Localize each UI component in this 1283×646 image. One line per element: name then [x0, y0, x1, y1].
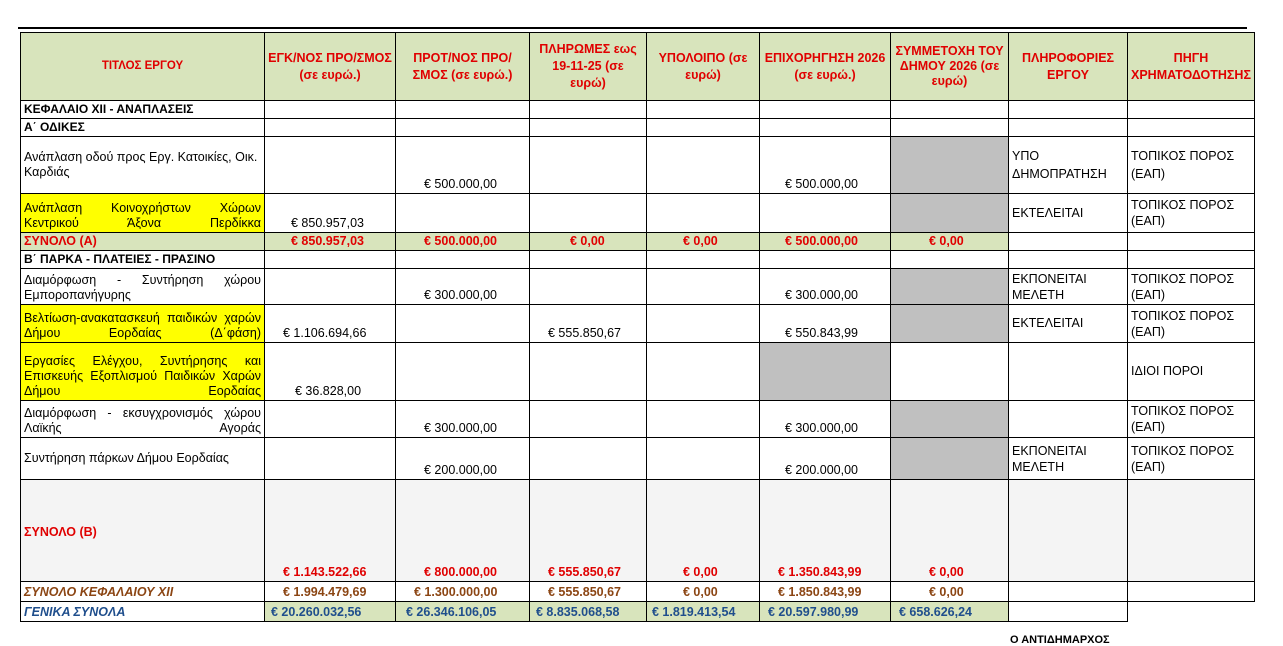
cell-pay	[530, 438, 647, 480]
grand-total-ypol: € 1.819.413,54	[647, 602, 760, 622]
table-row	[21, 305, 1255, 343]
project-title: Ανάπλαση Κοινοχρήστων Χώρων Κεντρικού Άξονα Περδίκκα	[21, 194, 265, 233]
cell-pay	[530, 401, 647, 438]
cell-ypol	[647, 305, 760, 343]
cell-sym	[891, 438, 1009, 480]
total-a-row	[21, 233, 1255, 251]
header-title: ΤΙΤΛΟΣ ΕΡΓΟΥ	[21, 33, 265, 101]
total-b-row	[21, 480, 1255, 582]
project-title: Διαμόρφωση - εκσυγχρονισμός χώρου Λαϊκής Αγοράς	[21, 401, 265, 438]
cell-pay	[530, 343, 647, 401]
cell-source: ΤΟΠΙΚΟΣ ΠΟΡΟΣ (ΕΑΠ)	[1128, 137, 1255, 194]
total-b-egk: € 1.143.522,66	[265, 480, 396, 582]
total-b-prot: € 800.000,00	[396, 480, 530, 582]
chapter-total-label: ΣΥΝΟΛΟ ΚΕΦΑΛΑΙΟΥ ΧΙΙ	[21, 582, 265, 602]
cell-ypol	[647, 401, 760, 438]
header-payments: ΠΛΗΡΩΜΕΣ εως 19-11-25 (σε ευρώ)	[530, 33, 647, 101]
header-prot: ΠΡΟΤ/ΝΟΣ ΠΡΟ/ΣΜΟΣ (σε ευρώ.)	[396, 33, 530, 101]
total-b-sym: € 0,00	[891, 480, 1009, 582]
cell-ypol	[647, 194, 760, 233]
header-egk: ΕΓΚ/ΝΟΣ ΠΡΟ/ΣΜΟΣ (σε ευρώ.)	[265, 33, 396, 101]
cell-ypol	[647, 269, 760, 305]
header-remaining: ΥΠΟΛΟΙΠΟ (σε ευρώ)	[647, 33, 760, 101]
cell-sym	[891, 137, 1009, 194]
section-a-title: Α΄ ΟΔΙΚΕΣ	[21, 119, 265, 137]
cell-egk: € 1.106.694,66	[265, 305, 396, 343]
total-b-pay: € 555.850,67	[530, 480, 647, 582]
cell-source: ΤΟΠΙΚΟΣ ΠΟΡΟΣ (ΕΑΠ)	[1128, 401, 1255, 438]
total-a-egk: € 850.957,03	[265, 233, 396, 251]
cell-egk: € 36.828,00	[265, 343, 396, 401]
cell-info: ΕΚΠΟΝΕΙΤΑΙ ΜΕΛΕΤΗ	[1009, 438, 1128, 480]
project-title: Βελτίωση-ανακατασκευή παιδικών χαρών Δήμου Εορδαίας (Δ΄φάση)	[21, 305, 265, 343]
total-b-ypol: € 0,00	[647, 480, 760, 582]
cell-source: ΙΔΙΟΙ ΠΟΡΟΙ	[1128, 343, 1255, 401]
cell-source: ΤΟΠΙΚΟΣ ΠΟΡΟΣ (ΕΑΠ)	[1128, 438, 1255, 480]
cell-egk	[265, 137, 396, 194]
cell-epix	[760, 194, 891, 233]
chapter-total-pay: € 555.850,67	[530, 582, 647, 602]
cell-prot: € 200.000,00	[396, 438, 530, 480]
header-info: ΠΛΗΡΟΦΟΡΙΕΣ ΕΡΓΟΥ	[1009, 33, 1128, 101]
project-title: Ανάπλαση οδού προς Εργ. Κατοικίες, Οικ. Καρδιάς	[21, 137, 265, 194]
cell-pay	[530, 269, 647, 305]
chapter-row	[21, 101, 1255, 119]
chapter-total-prot: € 1.300.000,00	[396, 582, 530, 602]
header-municipality: ΣΥΜΜΕΤΟΧΗ ΤΟΥ ΔΗΜΟΥ 2026 (σε ευρώ)	[891, 33, 1009, 101]
cell-egk	[265, 401, 396, 438]
cell-sym	[891, 343, 1009, 401]
chapter-total-sym: € 0,00	[891, 582, 1009, 602]
chapter-total-row	[21, 582, 1255, 602]
section-b-row	[21, 251, 1255, 269]
cell-egk: € 850.957,03	[265, 194, 396, 233]
total-a-prot: € 500.000,00	[396, 233, 530, 251]
cell-epix	[760, 343, 891, 401]
total-b-label: ΣΥΝΟΛΟ (Β)	[21, 480, 265, 582]
cell-ypol	[647, 137, 760, 194]
cell-prot	[396, 343, 530, 401]
grand-total-pay: € 8.835.068,58	[530, 602, 647, 622]
cell-epix: € 500.000,00	[760, 137, 891, 194]
section-b-title: Β΄ ΠΑΡΚΑ - ΠΛΑΤΕΙΕΣ - ΠΡΑΣΙΝΟ	[21, 251, 265, 269]
cell-prot	[396, 194, 530, 233]
cell-epix: € 300.000,00	[760, 401, 891, 438]
cell-prot: € 300.000,00	[396, 269, 530, 305]
table-row	[21, 194, 1255, 233]
chapter-total-epix: € 1.850.843,99	[760, 582, 891, 602]
total-a-sym: € 0,00	[891, 233, 1009, 251]
project-title: Συντήρηση πάρκων Δήμου Εορδαίας	[21, 438, 265, 480]
cell-pay	[530, 194, 647, 233]
cell-info: ΥΠΟ ΔΗΜΟΠΡΑΤΗΣΗ	[1009, 137, 1128, 194]
signature-caption: Ο ΑΝΤΙΔΗΜΑΡΧΟΣ	[1010, 634, 1110, 646]
total-a-pay: € 0,00	[530, 233, 647, 251]
chapter-title: ΚΕΦΑΛΑΙΟ ΧΙΙ - ΑΝΑΠΛΑΣΕΙΣ	[21, 101, 265, 119]
chapter-total-ypol: € 0,00	[647, 582, 760, 602]
grand-total-sym: € 658.626,24	[891, 602, 1009, 622]
cell-info: ΕΚΤΕΛΕΙΤΑΙ	[1009, 194, 1128, 233]
table-row	[21, 343, 1255, 401]
cell-prot	[396, 305, 530, 343]
grand-total-egk: € 20.260.032,56	[265, 602, 396, 622]
grand-total-label: ΓΕΝΙΚΑ ΣΥΝΟΛΑ	[21, 602, 265, 622]
cell-info: ΕΚΠΟΝΕΙΤΑΙ ΜΕΛΕΤΗ	[1009, 269, 1128, 305]
header-row	[21, 33, 1255, 101]
project-title: Διαμόρφωση - Συντήρηση χώρου Εμποροπανήγυρης	[21, 269, 265, 305]
cell-sym	[891, 269, 1009, 305]
header-grant: ΕΠΙΧΟΡΗΓΗΣΗ 2026 (σε ευρώ.)	[760, 33, 891, 101]
cell-source: ΤΟΠΙΚΟΣ ΠΟΡΟΣ (ΕΑΠ)	[1128, 305, 1255, 343]
section-a-row	[21, 119, 1255, 137]
total-b-epix: € 1.350.843,99	[760, 480, 891, 582]
cell-sym	[891, 401, 1009, 438]
cell-ypol	[647, 343, 760, 401]
cell-sym	[891, 194, 1009, 233]
cell-ypol	[647, 438, 760, 480]
grand-total-prot: € 26.346.106,05	[396, 602, 530, 622]
cell-prot: € 300.000,00	[396, 401, 530, 438]
cell-pay: € 555.850,67	[530, 305, 647, 343]
cell-egk	[265, 269, 396, 305]
cell-epix: € 550.843,99	[760, 305, 891, 343]
table-row	[21, 401, 1255, 438]
project-title: Εργασίες Ελέγχου, Συντήρησης και Επισκευής Εξοπλισμού Παιδικών Χαρών Δήμου Εορδαίας	[21, 343, 265, 401]
grand-total-row	[21, 602, 1255, 622]
header-source: ΠΗΓΗ ΧΡΗΜΑΤΟΔΟΤΗΣΗΣ	[1128, 33, 1255, 101]
total-a-epix: € 500.000,00	[760, 233, 891, 251]
table-row	[21, 137, 1255, 194]
cell-egk	[265, 438, 396, 480]
cell-sym	[891, 305, 1009, 343]
cell-source: ΤΟΠΙΚΟΣ ΠΟΡΟΣ (ΕΑΠ)	[1128, 194, 1255, 233]
total-a-ypol: € 0,00	[647, 233, 760, 251]
cell-prot: € 500.000,00	[396, 137, 530, 194]
table-row	[21, 269, 1255, 305]
chapter-total-egk: € 1.994.479,69	[265, 582, 396, 602]
cell-pay	[530, 137, 647, 194]
cell-epix: € 200.000,00	[760, 438, 891, 480]
grand-total-epix: € 20.597.980,99	[760, 602, 891, 622]
cell-epix: € 300.000,00	[760, 269, 891, 305]
cell-info	[1009, 401, 1128, 438]
cell-info	[1009, 343, 1128, 401]
table-row	[21, 438, 1255, 480]
cell-source: ΤΟΠΙΚΟΣ ΠΟΡΟΣ (ΕΑΠ)	[1128, 269, 1255, 305]
total-a-label: ΣΥΝΟΛΟ (Α)	[21, 233, 265, 251]
cell-info: ΕΚΤΕΛΕΙΤΑΙ	[1009, 305, 1128, 343]
budget-table	[20, 32, 1255, 622]
